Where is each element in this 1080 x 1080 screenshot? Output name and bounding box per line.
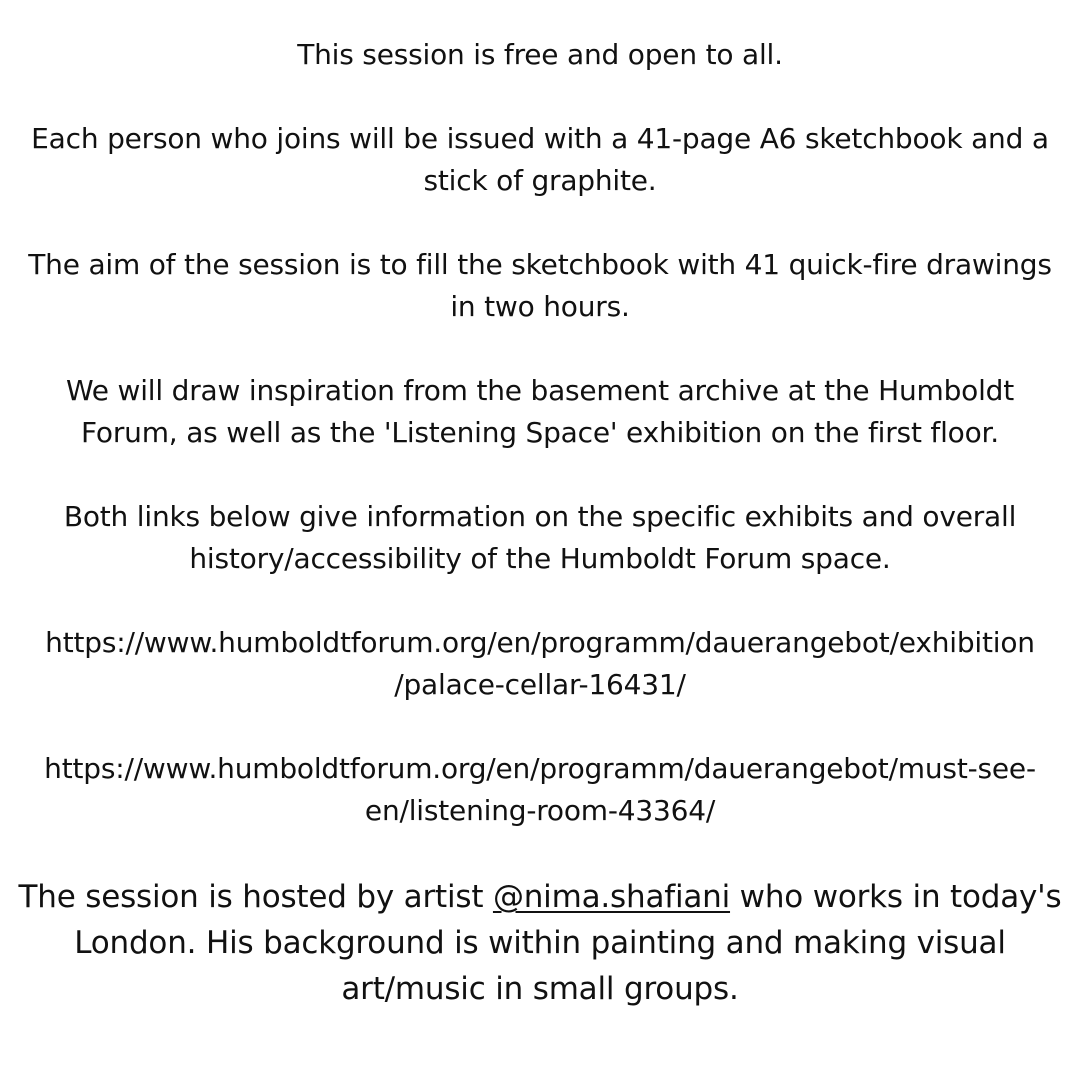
paragraph-line: stick of graphite. [423, 164, 657, 197]
paragraph-line: Both links below give information on the specific exhibits and overall [63, 500, 1017, 533]
paragraph-line [0, 874, 1080, 920]
url-line[interactable]: en/listening-room-43364/ [364, 794, 716, 827]
inspiration-paragraph [0, 370, 1080, 454]
paragraph-line: history/accessibility of the Humboldt Forum space. [189, 542, 891, 575]
paragraph-line: The aim of the session is to fill the sketchbook with 41 quick-fire drawings [28, 248, 1052, 281]
listening-room-link[interactable] [0, 748, 1080, 832]
sketchbook-paragraph [0, 118, 1080, 202]
paragraph-line: London. His background is within painting and making visual [74, 925, 1006, 961]
url-line[interactable]: https://www.humboldtforum.org/en/programm/dauerangebot/must-see- [44, 752, 1036, 785]
free-session-paragraph [0, 34, 1080, 76]
artist-handle-link[interactable]: @nima.shafiani [492, 879, 731, 915]
paragraph-line: We will draw inspiration from the basement archive at the Humboldt [65, 374, 1015, 407]
paragraph-line: This session is free and open to all. [297, 38, 783, 71]
paragraph-line: art/music in small groups. [341, 971, 739, 1007]
host-suffix: who works in today's [730, 879, 1062, 915]
links-intro-paragraph [0, 496, 1080, 580]
url-line[interactable]: https://www.humboldtforum.org/en/programm/dauerangebot/exhibition [45, 626, 1035, 659]
url-line[interactable]: /palace-cellar-16431/ [394, 668, 686, 701]
palace-cellar-link[interactable] [0, 622, 1080, 706]
aim-paragraph [0, 244, 1080, 328]
paragraph-line: Each person who joins will be issued with a 41-page A6 sketchbook and a [31, 122, 1049, 155]
host-paragraph [0, 874, 1080, 1012]
paragraph-line: Forum, as well as the 'Listening Space' exhibition on the first floor. [81, 416, 999, 449]
host-prefix: The session is hosted by artist [18, 879, 493, 915]
paragraph-line: in two hours. [450, 290, 630, 323]
